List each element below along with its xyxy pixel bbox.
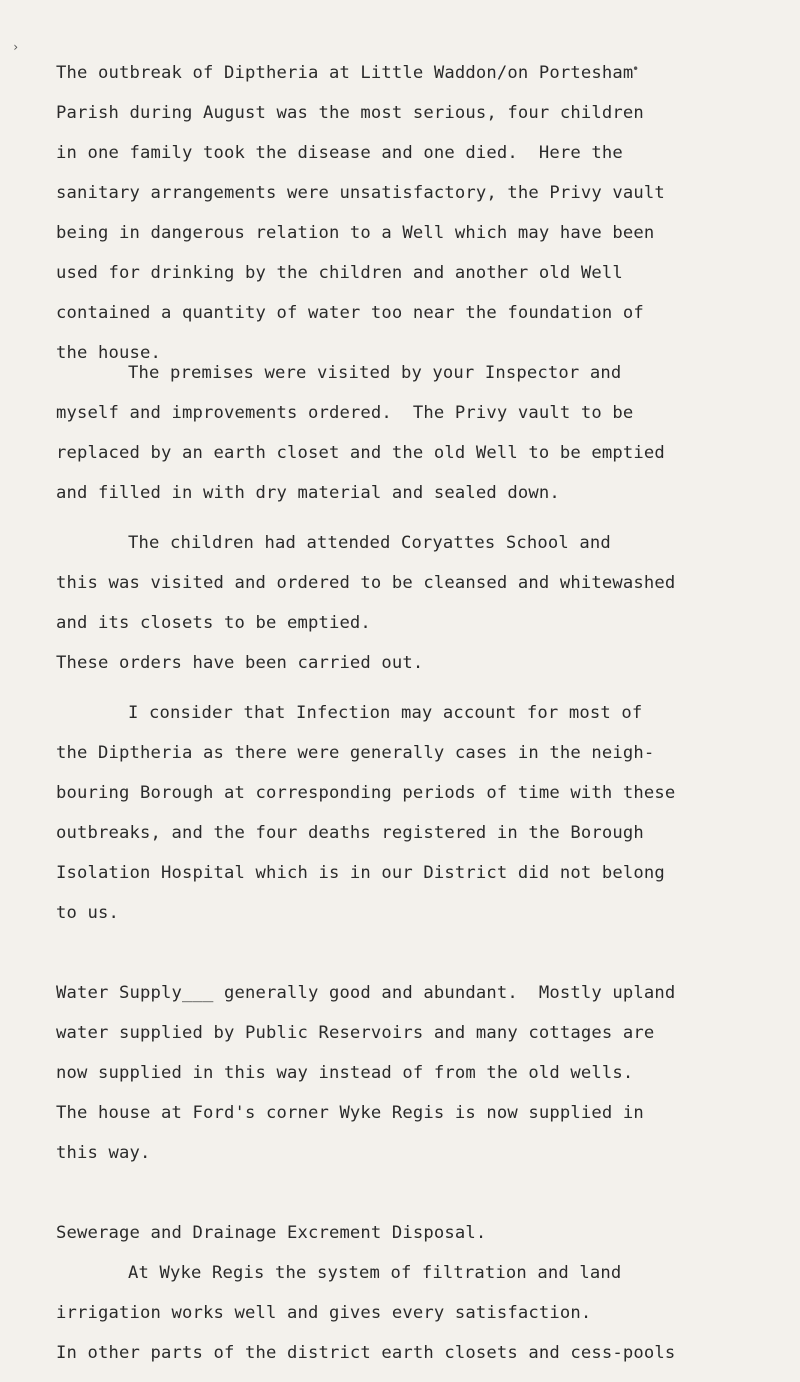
text-line: this was visited and ordered to be cleansed and whitewashed xyxy=(56,573,676,593)
text-line: sanitary arrangements were unsatisfactory, the Privy vault xyxy=(56,183,665,203)
text-line: being in dangerous relation to a Well which may have been xyxy=(56,223,655,243)
text-line: in one family took the disease and one died. Here the xyxy=(56,143,623,163)
text-line: the Diptheria as there were generally cases in the neigh- xyxy=(56,743,655,763)
text-line: In other parts of the district earth closets and cess-pools xyxy=(56,1343,676,1363)
section-heading: Sewerage and Drainage Excrement Disposal. xyxy=(56,1223,487,1243)
text-line: contained a quantity of water too near the foundation of xyxy=(56,303,644,323)
text-line: used for drinking by the children and another old Well xyxy=(56,263,623,283)
text-line: irrigation works well and gives every satisfaction. xyxy=(56,1303,592,1323)
text-line: and filled in with dry material and sealed down. xyxy=(56,483,560,503)
text-line: outbreaks, and the four deaths registered in the Borough xyxy=(56,823,644,843)
text-line: The premises were visited by your Inspector and xyxy=(128,363,622,383)
text-line: At Wyke Regis the system of filtration and land xyxy=(128,1263,622,1283)
text-line: now supplied in this way instead of from the old wells. xyxy=(56,1063,634,1083)
text-line: and its closets to be emptied. xyxy=(56,613,371,633)
text-line: The children had attended Coryattes School and xyxy=(128,533,611,553)
text-line: Parish during August was the most serious, four children xyxy=(56,103,644,123)
text-line: bouring Borough at corresponding periods of time with these xyxy=(56,783,676,803)
text-line: the house. xyxy=(56,343,161,363)
text-line: water supplied by Public Reservoirs and many cottages are xyxy=(56,1023,655,1043)
water-supply-line: Water Supply___ generally good and abundant. Mostly upland xyxy=(56,983,676,1003)
text-line: myself and improvements ordered. The Privy vault to be xyxy=(56,403,634,423)
text-line: I consider that Infection may account for most of xyxy=(128,703,643,723)
margin-mark: • xyxy=(632,62,640,76)
margin-mark: › xyxy=(12,40,20,54)
text-line: The house at Ford's corner Wyke Regis is now supplied in xyxy=(56,1103,644,1123)
text-line: to us. xyxy=(56,903,119,923)
text-line: The outbreak of Diptheria at Little Waddon/on Portesham xyxy=(56,63,634,83)
text-line: replaced by an earth closet and the old Well to be emptied xyxy=(56,443,665,463)
text-line: These orders have been carried out. xyxy=(56,653,424,673)
text-line: Isolation Hospital which is in our District did not belong xyxy=(56,863,665,883)
text-line: this way. xyxy=(56,1143,151,1163)
